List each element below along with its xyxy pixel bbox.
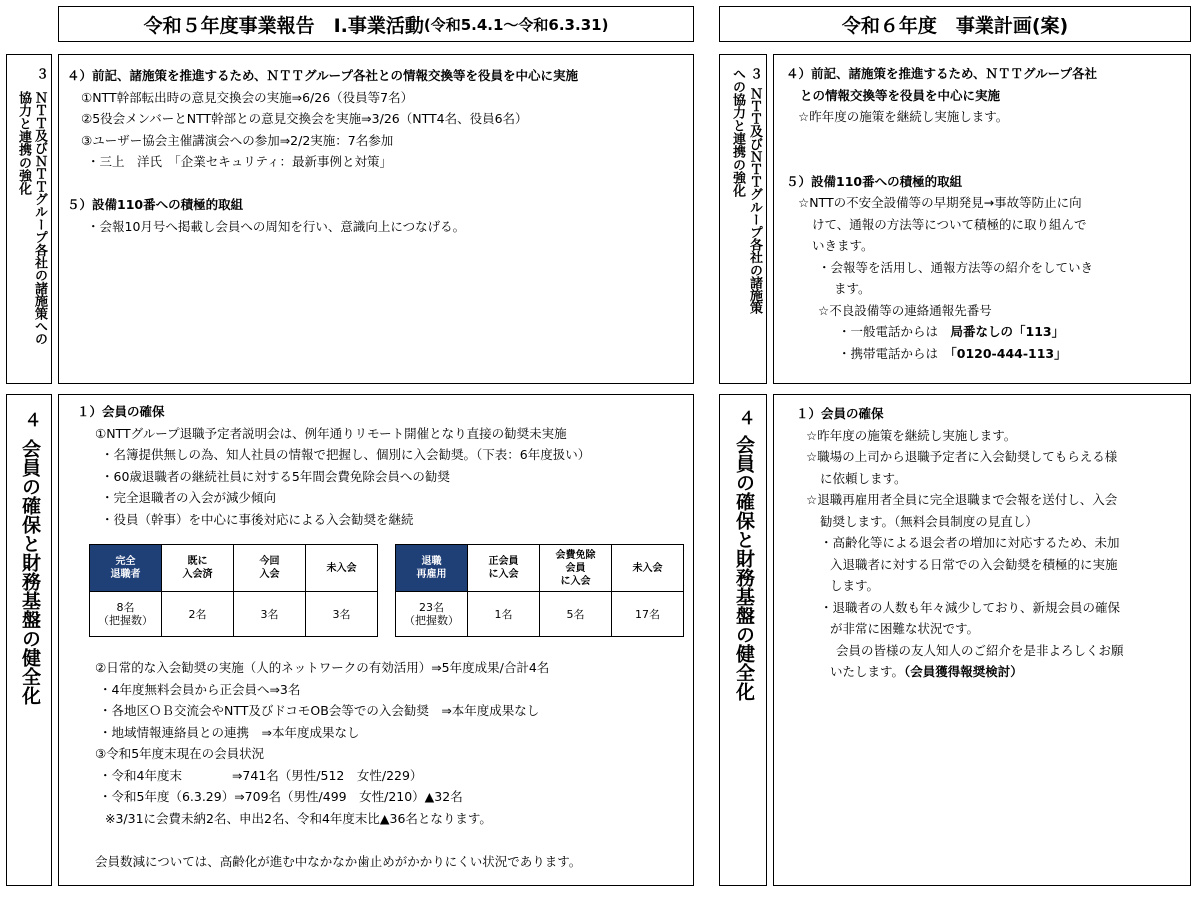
sec3-right-line-2: との情報交換等を役員を中心に実施 (800, 87, 1001, 103)
sec4-right-line-2: ☆昨年度の施策を継続し実施します。 (806, 427, 1017, 443)
sec3-left-line-1: ４）前記、諸施策を推進するため、ＮＴＴグループ各社との情報交換等を役員を中心に実施 (67, 68, 579, 83)
sec3-right-line-6: けて、通報の方法等について積極的に取り組んで (812, 216, 1087, 232)
left-title-period: (令和5.4.1～令和6.3.31) (423, 15, 609, 34)
sec3-left-line-6: ５）設備110番への積極的取組 (67, 197, 244, 212)
section3-left-label-col2: 協力と連携の強化 (15, 91, 31, 195)
sec4-left-top-line-1: １）会員の確保 (77, 404, 165, 419)
sec4-right-line-6: 勧奨します。（無料会員制度の見直し） (820, 513, 1038, 529)
retiree-table-header-1: 完全 退職者 (90, 545, 162, 592)
sec4-left-bottom-line-6: ・令和4年度末 ⇒741名（男性/512 女性/229） (99, 767, 423, 783)
mobile-number: 「0120-444-113」 (950, 345, 1067, 361)
sec3-left-line-4: ③ユーザー協会主催講演会への参加⇒2/2実施：7名参加 (81, 132, 394, 148)
sec3-left-line-5: ・三上 洋氏 「企業セキュリティ：最新事例と対策」 (87, 154, 393, 169)
section3-right-label-num: ３ (746, 67, 762, 80)
sec3-right-line-9: ます。 (834, 281, 871, 296)
sec4-right-line-11: が非常に困難な状況です。 (830, 621, 980, 636)
sec4-left-bottom-line-3: ・各地区ＯＢ交流会やNTT及びドコモOB会等での入会勧奨 ⇒本年度成果なし (99, 703, 540, 718)
sec3-right-line-1: ４）前記、諸施策を推進するため、ＮＴＴグループ各社 (786, 66, 1098, 81)
sec4-right-line-3: ☆職場の上司から退職予定者に入会勧奨してもらえる様 (806, 449, 1118, 464)
sec4-left-bottom-line-2: ・4年度無料会員から正会員へ⇒3名 (99, 681, 301, 697)
reemployed-table-cell-4: 17名 (612, 592, 684, 637)
reemployed-table-header-3: 会費免除 会員 に入会 (540, 545, 612, 592)
sec4-left-top-line-5: ・完全退職者の入会が減少傾向 (101, 490, 277, 505)
section4-left-label-num: ４ (20, 411, 41, 428)
reemployed-table-cell-1: 23名 （把握数） (396, 592, 468, 637)
retiree-table (89, 544, 378, 637)
retiree-table-cell-4: 3名 (306, 592, 378, 637)
retiree-table-header-2: 既に 入会済 (162, 545, 234, 592)
section4-right-label-text: 会員の確保と財務基盤の健全化 (732, 435, 755, 701)
retiree-table-cell-3: 3名 (234, 592, 306, 637)
section3-left-content (67, 65, 578, 237)
retiree-table-cell-1: 8名 （把握数） (90, 592, 162, 637)
section3-right-panel (773, 54, 1191, 384)
section3-left-label-col1: ＮＴＴ及びＮＴＴグループ各社の諸施策への (31, 91, 47, 346)
sec4-left-bottom-line-8: ※3/31に会費未納2名、申出2名、令和4年度末比▲36名となります。 (105, 810, 492, 826)
sec4-right-line-5: ☆退職再雇用者全員に完全退職まで会報を送付し、入会 (806, 492, 1118, 507)
sec4-right-line-13 (796, 661, 1124, 683)
retiree-table-cell-2: 2名 (162, 592, 234, 637)
sec4-left-bottom-line-7: ・令和5年度（6.3.29）⇒709名（男性/499 女性/210）▲32名 (99, 789, 463, 804)
right-page-title (719, 6, 1191, 42)
section4-left-label-text: 会員の確保と財務基盤の健全化 (18, 439, 41, 705)
section3-left-label-num: ３ (32, 67, 48, 80)
section3-left-panel (58, 54, 694, 384)
sec3-right-line-12 (786, 343, 1097, 365)
sec4-right-line-7: ・高齢化等による退会者の増加に対応するため、未加 (820, 535, 1120, 550)
request-text: いたします。 (830, 664, 905, 679)
reemployed-table (395, 544, 684, 637)
sec4-left-top-line-4: ・60歳退職者の継続社員に対する5年間会費免除会員への勧奨 (101, 468, 450, 484)
landline-label: ・一般電話からは (838, 324, 951, 339)
sec4-left-bottom-line-4: ・地域情報連絡員との連携 ⇒本年度成果なし (99, 724, 360, 740)
section3-right-label-col2: への協力と連携の強化 (729, 67, 745, 197)
sec3-right-line-10: ☆不良設備等の連絡通報先番号 (818, 302, 992, 318)
reward-note: （会員獲得報奨検討） (904, 664, 1023, 679)
sec4-right-line-9: します。 (830, 578, 880, 593)
reemployed-table-cell-3: 5名 (540, 592, 612, 637)
sec3-left-line-3: ②5役会メンバーとNTT幹部との意見交換会を実施⇒3/26（NTT4名、役員6名） (81, 111, 528, 126)
sec3-left-line-7: ・会報10月号へ掲載し会員への周知を行い、意識向上につなげる。 (87, 218, 466, 234)
section4-right-content (796, 403, 1124, 683)
sec4-left-top-line-3: ・名簿提供無しの為、知人社員の情報で把握し、個別に入会勧奨。（下表：6年度扱い） (101, 447, 591, 462)
section3-right-label-col1: ＮＴＴ及びＮＴＴグループ各社の諸施策 (746, 87, 762, 314)
sec4-left-bottom-line-5: ③令和5年度末現在の会員状況 (95, 746, 265, 761)
section4-left-content-top (77, 401, 590, 530)
section3-left-label (6, 54, 52, 384)
sec4-right-line-12: 会員の皆様の友人知人のご紹介を是非よろしくお願 (836, 642, 1124, 658)
sec4-left-bottom-line-1: ②日常的な入会勧奨の実施（人的ネットワークの有効活用）⇒5年度成果/合計4名 (95, 660, 550, 675)
section4-right-panel (773, 394, 1191, 886)
section3-right-label (719, 54, 767, 384)
right-title-main: 令和６年度 事業計画(案) (841, 14, 1069, 37)
section4-right-label-num: ４ (734, 409, 755, 426)
sec4-left-top-line-6: ・役員（幹事）を中心に事後対応による入会勧奨を継続 (101, 511, 414, 527)
retiree-table-header-3: 今回 入会 (234, 545, 306, 592)
reemployed-table-cell-2: 1名 (468, 592, 540, 637)
retiree-table-header-4: 未入会 (306, 545, 378, 592)
sec4-right-line-10: ・退職者の人数も年々減少しており、新規会員の確保 (820, 599, 1121, 615)
sec3-right-line-5: ☆NTTの不安全設備等の早期発見→事故等防止に向 (798, 195, 1082, 210)
left-title-main: 令和５年度事業報告 Ⅰ.事業活動 (143, 14, 424, 37)
sec3-left-line-2: ①NTT幹部転出時の意見交換会の実施⇒6/26（役員等7名） (81, 89, 414, 105)
section4-left-label (6, 394, 52, 886)
sec4-right-line-8: 入退職者に対する日常での入会勧奨を積極的に実施 (830, 556, 1118, 572)
sec4-left-bottom-line-9: 会員数減については、高齢化が進む中なかなか歯止めがかかりにくい状況であります。 (95, 853, 582, 869)
sec4-left-top-line-2: ①NTTグループ退職予定者説明会は、例年通りリモート開催となり直接の勧奨未実施 (95, 425, 567, 441)
landline-number: 局番なしの「113」 (950, 324, 1065, 339)
sec3-right-line-7: いきます。 (812, 238, 874, 253)
sec3-right-line-11 (786, 321, 1097, 343)
sec3-right-line-8: ・会報等を活用し、通報方法等の紹介をしていき (818, 259, 1094, 275)
reemployed-table-header-4: 未入会 (612, 545, 684, 592)
sec3-right-line-3: ☆昨年度の施策を継続し実施します。 (798, 109, 1009, 124)
left-page-title (58, 6, 694, 42)
section4-right-label (719, 394, 767, 886)
sec3-right-line-4: ５）設備110番への積極的取組 (786, 173, 963, 189)
section4-left-panel (58, 394, 694, 886)
sec4-right-line-1: １）会員の確保 (796, 406, 884, 421)
sec4-right-line-4: に依頼します。 (820, 470, 907, 486)
section4-left-content-bottom (95, 657, 581, 872)
reemployed-table-header-1: 退職 再雇用 (396, 545, 468, 592)
section3-right-content (786, 63, 1097, 364)
reemployed-table-header-2: 正会員 に入会 (468, 545, 540, 592)
mobile-label: ・携帯電話からは (838, 345, 951, 361)
